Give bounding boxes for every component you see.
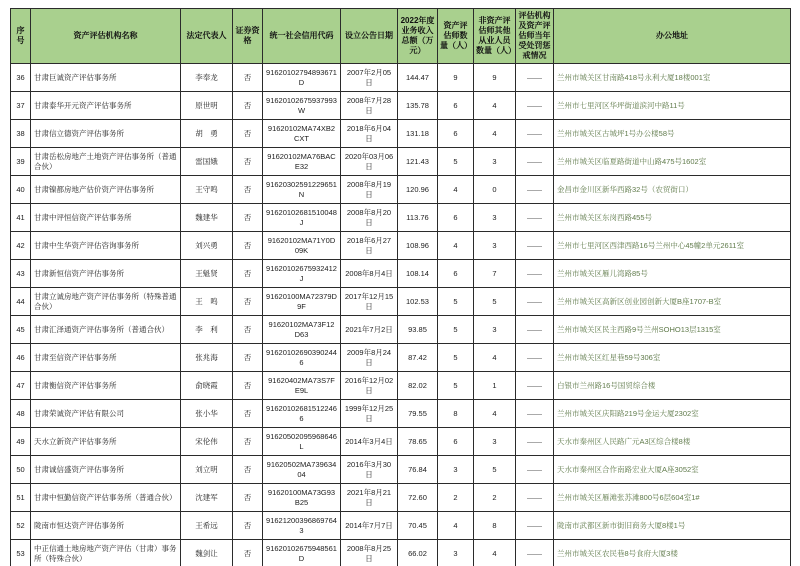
cell-appraiser-count: 5 [438,372,474,400]
cell-serial-no: 38 [11,120,31,148]
cell-serial-no: 47 [11,372,31,400]
cell-office-address: 兰州市城关区临夏路街道中山路475号1602室 [554,148,791,176]
table-row [11,260,791,288]
table-row [11,428,791,456]
cell-establishment-date: 2007年2月05日 [341,64,398,92]
cell-punishment-status: —— [516,400,554,428]
header-institution-name: 资产评估机构名称 [31,9,181,64]
cell-institution-name: 甘肃泰华开元资产评估事务所 [31,92,181,120]
cell-legal-representative: 李奉龙 [181,64,233,92]
header-punishment-status: 评估机构及资产评估师当年受处罚惩戒情况 [516,9,554,64]
cell-securities-qualification: 否 [233,176,263,204]
cell-establishment-date: 2021年8月21日 [341,484,398,512]
cell-credit-code: 91620102MA74XB2CXT [263,120,341,148]
cell-establishment-date: 2008年8月20日 [341,204,398,232]
cell-punishment-status: —— [516,204,554,232]
cell-other-staff-count: 2 [474,484,516,512]
cell-establishment-date: 2014年7月7日 [341,512,398,540]
cell-2022-income: 121.43 [398,148,438,176]
cell-2022-income: 102.53 [398,288,438,316]
cell-2022-income: 70.45 [398,512,438,540]
cell-serial-no: 46 [11,344,31,372]
cell-office-address: 兰州市城关区古城坪1号办公楼58号 [554,120,791,148]
cell-establishment-date: 2020年03月06日 [341,148,398,176]
cell-office-address: 兰州市城关区民主西路9号兰州SOHO13层1315室 [554,316,791,344]
cell-appraiser-count: 3 [438,540,474,566]
cell-serial-no: 45 [11,316,31,344]
cell-2022-income: 82.02 [398,372,438,400]
cell-legal-representative: 宋伦伟 [181,428,233,456]
header-appraiser-count: 资产评估师数量（人） [438,9,474,64]
cell-legal-representative: 刘立明 [181,456,233,484]
cell-legal-representative: 雷国娥 [181,148,233,176]
cell-punishment-status: —— [516,428,554,456]
cell-punishment-status: —— [516,540,554,566]
cell-office-address: 兰州市城关区庆阳路219号金运大厦2302室 [554,400,791,428]
cell-establishment-date: 2009年8月24日 [341,344,398,372]
cell-appraiser-count: 2 [438,484,474,512]
cell-punishment-status: —— [516,120,554,148]
cell-appraiser-count: 5 [438,316,474,344]
cell-serial-no: 37 [11,92,31,120]
cell-establishment-date: 2008年8月19日 [341,176,398,204]
table-row [11,288,791,316]
cell-establishment-date: 2021年7月2日 [341,316,398,344]
cell-establishment-date: 2018年6月27日 [341,232,398,260]
cell-appraiser-count: 5 [438,148,474,176]
cell-other-staff-count: 3 [474,204,516,232]
cell-2022-income: 108.14 [398,260,438,288]
table-row [11,372,791,400]
cell-2022-income: 87.42 [398,344,438,372]
header-legal-representative: 法定代表人 [181,9,233,64]
cell-establishment-date: 2016年12月02日 [341,372,398,400]
cell-establishment-date: 2018年6月04日 [341,120,398,148]
cell-serial-no: 52 [11,512,31,540]
cell-appraiser-count: 6 [438,428,474,456]
cell-credit-code: 91620100MA73G93B25 [263,484,341,512]
header-2022-income: 2022年度业务收入总额（万元） [398,9,438,64]
table-row [11,176,791,204]
table-row [11,512,791,540]
cell-office-address: 白银市兰州路16号国贸综合楼 [554,372,791,400]
cell-legal-representative: 原世明 [181,92,233,120]
cell-other-staff-count: 5 [474,456,516,484]
cell-credit-code: 916201026815122466 [263,400,341,428]
table-row [11,148,791,176]
cell-punishment-status: —— [516,288,554,316]
cell-credit-code: 91620102MA73F12D63 [263,316,341,344]
cell-institution-name: 甘肃中恒勤信资产评估事务所（普通合伙） [31,484,181,512]
cell-punishment-status: —— [516,456,554,484]
cell-other-staff-count: 4 [474,344,516,372]
cell-securities-qualification: 否 [233,316,263,344]
table-row [11,400,791,428]
cell-2022-income: 135.78 [398,92,438,120]
cell-institution-name: 甘肃中生华资产评估咨询事务所 [31,232,181,260]
cell-appraiser-count: 6 [438,120,474,148]
cell-institution-name: 甘肃中评恒信资产评估事务所 [31,204,181,232]
cell-institution-name: 甘肃巨诚资产评估事务所 [31,64,181,92]
table-row [11,484,791,512]
cell-institution-name: 甘肃新恒信资产评估事务所 [31,260,181,288]
header-securities-qualification: 证券资格 [233,9,263,64]
cell-credit-code: 91620102MA76BACE32 [263,148,341,176]
cell-institution-name: 甘肃岳松房地产土地资产评估事务所（普通合伙） [31,148,181,176]
cell-2022-income: 66.02 [398,540,438,566]
cell-securities-qualification: 否 [233,372,263,400]
cell-serial-no: 53 [11,540,31,566]
cell-credit-code: 91620100MA72379D9F [263,288,341,316]
cell-institution-name: 甘肃汇泽通资产评估事务所（普通合伙） [31,316,181,344]
cell-credit-code: 916201026903902446 [263,344,341,372]
cell-institution-name: 陇南市恒达资产评估事务所 [31,512,181,540]
cell-institution-name: 甘肃镍都房地产估价资产评估事务所 [31,176,181,204]
cell-appraiser-count: 6 [438,204,474,232]
cell-institution-name: 甘肃荣诚资产评估有限公司 [31,400,181,428]
cell-appraiser-count: 5 [438,344,474,372]
cell-office-address: 兰州市城关区高新区创业园创新大厦B座1707-B室 [554,288,791,316]
cell-2022-income: 78.65 [398,428,438,456]
cell-2022-income: 79.55 [398,400,438,428]
cell-2022-income: 144.47 [398,64,438,92]
cell-legal-representative: 王守鸣 [181,176,233,204]
cell-other-staff-count: 1 [474,372,516,400]
cell-legal-representative: 王希远 [181,512,233,540]
cell-2022-income: 120.96 [398,176,438,204]
cell-2022-income: 113.76 [398,204,438,232]
cell-appraiser-count: 4 [438,176,474,204]
cell-office-address: 天水市秦州区人民路广元A3区综合楼8楼 [554,428,791,456]
cell-legal-representative: 胡 勇 [181,120,233,148]
cell-punishment-status: —— [516,232,554,260]
cell-serial-no: 50 [11,456,31,484]
cell-institution-name: 甘肃衡信资产评估事务所 [31,372,181,400]
cell-establishment-date: 2008年8月25日 [341,540,398,566]
table-body [11,64,791,566]
table-row [11,204,791,232]
cell-credit-code: 916212003968697643 [263,512,341,540]
cell-serial-no: 39 [11,148,31,176]
cell-other-staff-count: 4 [474,540,516,566]
cell-2022-income: 72.60 [398,484,438,512]
cell-credit-code: 91620102MA71Y0D09K [263,232,341,260]
cell-office-address: 兰州市城关区雁滩张苏滩800号6层604室1# [554,484,791,512]
cell-securities-qualification: 否 [233,260,263,288]
cell-office-address: 兰州市城关区雁儿湾路85号 [554,260,791,288]
cell-serial-no: 48 [11,400,31,428]
cell-2022-income: 93.85 [398,316,438,344]
cell-punishment-status: —— [516,64,554,92]
table-row [11,456,791,484]
cell-serial-no: 44 [11,288,31,316]
header-serial-no: 序号 [11,9,31,64]
cell-appraiser-count: 6 [438,260,474,288]
cell-securities-qualification: 否 [233,64,263,92]
cell-securities-qualification: 否 [233,456,263,484]
cell-appraiser-count: 3 [438,456,474,484]
cell-appraiser-count: 9 [438,64,474,92]
cell-appraiser-count: 5 [438,288,474,316]
cell-other-staff-count: 3 [474,232,516,260]
cell-punishment-status: —— [516,372,554,400]
cell-establishment-date: 2008年8月4日 [341,260,398,288]
cell-securities-qualification: 否 [233,512,263,540]
table-row [11,64,791,92]
cell-credit-code: 91620102675937993W [263,92,341,120]
cell-institution-name: 甘肃诚信盛资产评估事务所 [31,456,181,484]
cell-serial-no: 40 [11,176,31,204]
cell-punishment-status: —— [516,148,554,176]
cell-office-address: 陇南市武都区新市街旧商务大厦8楼1号 [554,512,791,540]
cell-securities-qualification: 否 [233,232,263,260]
table-row [11,344,791,372]
cell-institution-name: 天水立新资产评估事务所 [31,428,181,456]
cell-legal-representative: 王魁贤 [181,260,233,288]
cell-securities-qualification: 否 [233,540,263,566]
cell-office-address: 金昌市金川区新华西路32号（农贸街口） [554,176,791,204]
cell-securities-qualification: 否 [233,288,263,316]
table-row [11,316,791,344]
table-row [11,232,791,260]
cell-legal-representative: 李 利 [181,316,233,344]
cell-legal-representative: 魏剑让 [181,540,233,566]
cell-legal-representative: 俞晓霞 [181,372,233,400]
table-row [11,120,791,148]
cell-legal-representative: 张兆海 [181,344,233,372]
cell-institution-name: 甘肃信立德资产评估事务所 [31,120,181,148]
cell-securities-qualification: 否 [233,484,263,512]
cell-punishment-status: —— [516,512,554,540]
table-row [11,92,791,120]
cell-punishment-status: —— [516,92,554,120]
cell-punishment-status: —— [516,316,554,344]
cell-securities-qualification: 否 [233,428,263,456]
cell-other-staff-count: 4 [474,400,516,428]
cell-credit-code: 91620102675932412J [263,260,341,288]
cell-serial-no: 41 [11,204,31,232]
cell-office-address: 兰州市七里河区华坪街道滨河中路11号 [554,92,791,120]
cell-serial-no: 49 [11,428,31,456]
cell-other-staff-count: 4 [474,120,516,148]
cell-punishment-status: —— [516,344,554,372]
cell-other-staff-count: 5 [474,288,516,316]
cell-other-staff-count: 0 [474,176,516,204]
cell-securities-qualification: 否 [233,120,263,148]
cell-establishment-date: 2008年7月28日 [341,92,398,120]
cell-institution-name: 中正信通土地房地产资产评估（甘肃）事务所（特殊合伙） [31,540,181,566]
cell-securities-qualification: 否 [233,204,263,232]
cell-credit-code: 91620102675948561D [263,540,341,566]
cell-establishment-date: 2014年3月4日 [341,428,398,456]
cell-office-address: 天水市秦州区合作南路宏业大厦A座3052室 [554,456,791,484]
table-header-row [11,9,791,64]
cell-serial-no: 36 [11,64,31,92]
cell-other-staff-count: 8 [474,512,516,540]
cell-punishment-status: —— [516,176,554,204]
cell-other-staff-count: 3 [474,316,516,344]
cell-office-address: 兰州市七里河区西津西路16号兰州中心45幢2单元2611室 [554,232,791,260]
cell-2022-income: 131.18 [398,120,438,148]
cell-establishment-date: 1999年12月25日 [341,400,398,428]
cell-establishment-date: 2017年12月15日 [341,288,398,316]
cell-appraiser-count: 4 [438,232,474,260]
cell-credit-code: 91620402MA73S7FE9L [263,372,341,400]
cell-legal-representative: 魏建华 [181,204,233,232]
cell-securities-qualification: 否 [233,92,263,120]
cell-legal-representative: 沈建军 [181,484,233,512]
cell-securities-qualification: 否 [233,148,263,176]
cell-office-address: 兰州市城关区农民巷8号食府大厦3楼 [554,540,791,566]
header-establishment-date: 设立公告日期 [341,9,398,64]
cell-establishment-date: 2016年3月30日 [341,456,398,484]
cell-other-staff-count: 7 [474,260,516,288]
cell-other-staff-count: 4 [474,92,516,120]
cell-appraiser-count: 4 [438,512,474,540]
cell-securities-qualification: 否 [233,344,263,372]
cell-credit-code: 91620502095968646L [263,428,341,456]
cell-legal-representative: 刘兴勇 [181,232,233,260]
cell-serial-no: 42 [11,232,31,260]
header-office-address: 办公地址 [554,9,791,64]
cell-2022-income: 76.84 [398,456,438,484]
cell-credit-code: 91620502MA73963404 [263,456,341,484]
cell-legal-representative: 王 鸣 [181,288,233,316]
cell-punishment-status: —— [516,260,554,288]
header-credit-code: 统一社会信用代码 [263,9,341,64]
cell-appraiser-count: 6 [438,92,474,120]
appraisal-institutions-table [10,8,791,566]
cell-office-address: 兰州市城关区东岗西路455号 [554,204,791,232]
cell-appraiser-count: 8 [438,400,474,428]
cell-other-staff-count: 3 [474,428,516,456]
cell-other-staff-count: 3 [474,148,516,176]
cell-securities-qualification: 否 [233,400,263,428]
cell-legal-representative: 张小华 [181,400,233,428]
cell-credit-code: 91620102681510048J [263,204,341,232]
cell-2022-income: 108.96 [398,232,438,260]
cell-credit-code: 91620302591229651N [263,176,341,204]
cell-serial-no: 51 [11,484,31,512]
cell-serial-no: 43 [11,260,31,288]
cell-institution-name: 甘肃至信资产评估事务所 [31,344,181,372]
cell-office-address: 兰州市城关区红星巷59号306室 [554,344,791,372]
cell-other-staff-count: 9 [474,64,516,92]
header-other-staff-count: 非资产评估师其他从业人员数量（人） [474,9,516,64]
cell-institution-name: 甘肃立诚房地产资产评估事务所（特殊普通合伙） [31,288,181,316]
cell-punishment-status: —— [516,484,554,512]
cell-credit-code: 91620102794893671D [263,64,341,92]
cell-office-address: 兰州市城关区甘南路418号永利大厦18楼001室 [554,64,791,92]
table-row [11,540,791,566]
